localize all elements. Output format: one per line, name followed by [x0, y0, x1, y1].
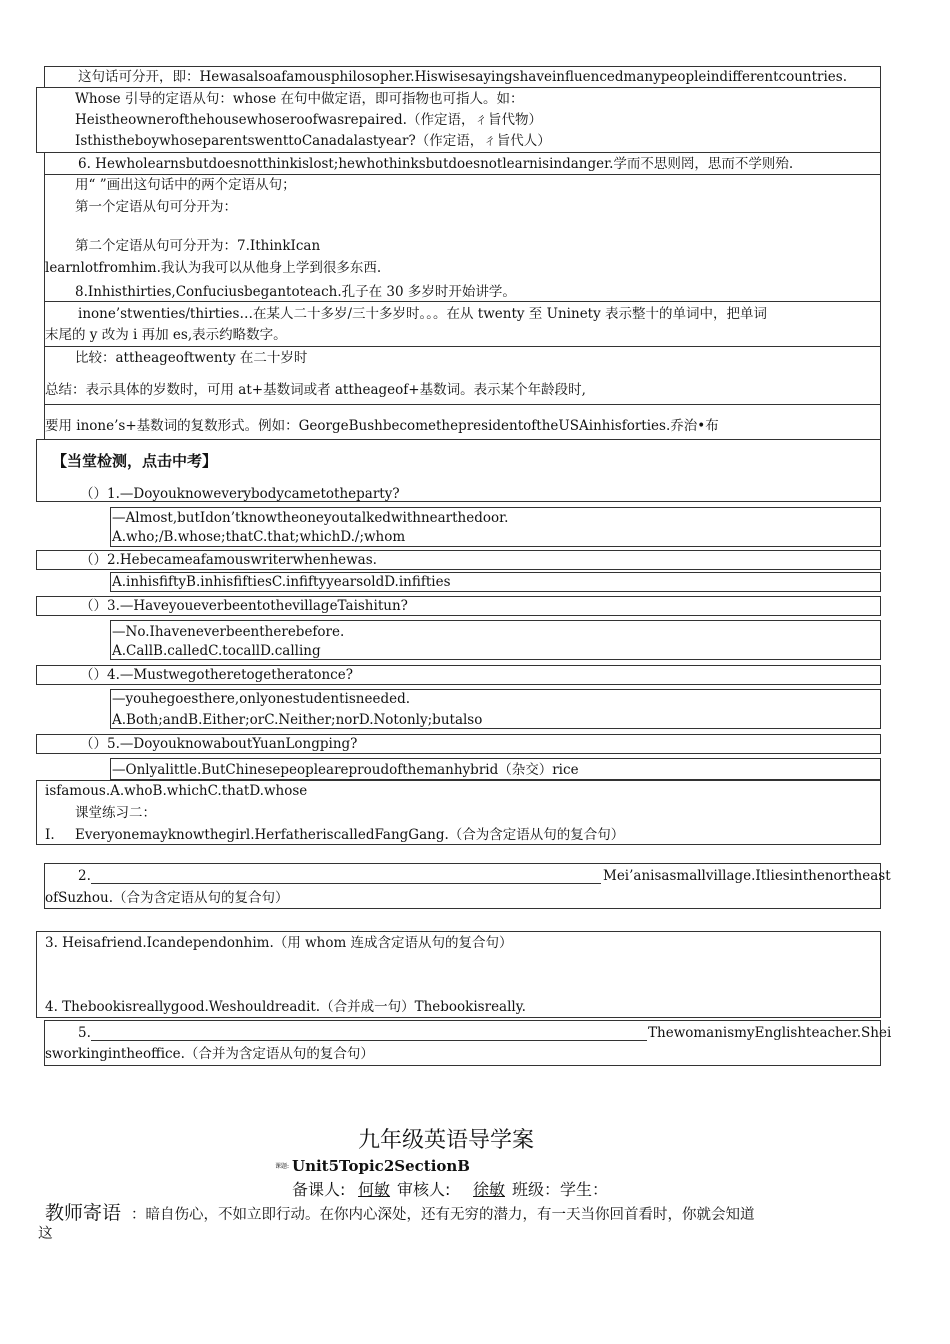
practice-5-cont: sworkingintheoffice.（合并为含定语从句的复合句） — [45, 1046, 374, 1062]
second-clause: 第二个定语从句可分开为：7.IthinkIcan — [75, 238, 321, 254]
practice-1: Everyonemayknowthegirl.HerfatheriscalledFangGang.（合为含定语从句的复合句） — [75, 827, 625, 843]
prep-label: 备课人: — [292, 1180, 346, 1199]
question-2-options: A.inhisfiftyB.inhisfiftiesC.infiftyyearsoldD.infifties — [112, 574, 451, 590]
item-8: 8.Inhisthirties,Confuciusbegantoteach.孔子在 30 多岁时开始讲学。 — [75, 284, 516, 300]
practice-5: ThewomanismyEnglishteacher.Shei — [648, 1025, 892, 1041]
quiz-heading: 【当堂检测，点击中考】 — [52, 452, 218, 470]
question-3-reply: —No.Ihaveneverbeentherebefore. — [112, 624, 345, 640]
question-5-reply: —Onlyalittle.ButChinesepeopleareproudofthemanhybrid（杂交）rice — [112, 762, 579, 778]
review-label: 审核人: — [397, 1180, 451, 1199]
question-5: （）5.—DoyouknowaboutYuanLongping? — [80, 736, 358, 752]
prep-name: 何敏 — [358, 1180, 391, 1199]
item-7: learnlotfromhim.我认为我可以从他身上学到很多东西. — [45, 260, 382, 276]
practice-3: 3. Heisafriend.Icandependonhim.（用 whom 连成含定语从句的复合句） — [45, 935, 513, 951]
compare: 比较：attheageoftwenty 在二十岁时 — [75, 350, 308, 366]
first-clause: 第一个定语从句可分开为： — [75, 199, 237, 215]
class-label: 班级：学生： — [512, 1180, 609, 1199]
question-4-options: A.Both;andB.Either;orC.Neither;norD.Notonly;butalso — [112, 712, 483, 728]
question-2: （）2.Hebecameafamouswriterwhenhewas. — [80, 552, 377, 568]
page-title: 九年级英语导学案 — [358, 1128, 535, 1153]
topic-label: 课题: — [275, 1163, 290, 1170]
whose-example-1: Heistheownerofthehousewhoseroofwasrepaired.（作定语，ㄔ旨代物） — [75, 112, 542, 128]
question-1: （）1.—Doyouknoweverybodycametotheparty? — [80, 486, 400, 502]
summary-2: 要用 inone’s+基数词的复数形式。例如：GeorgeBushbecomethepresidentoftheUSAinhisforties.乔治•布 — [45, 418, 719, 434]
question-3-options: A.CallB.calledC.tocallD.calling — [112, 643, 321, 659]
motto-cont: 这 — [38, 1226, 53, 1242]
whose-rule: Whose 引导的定语从句：whose 在句中做定语，即可指物也可指人。如： — [75, 91, 524, 107]
practice-2: Mei’anisasmallvillage.Itliesinthenortheast — [603, 868, 891, 884]
practice-1-number: I. — [45, 827, 55, 843]
practice-title: 课堂练习二： — [75, 805, 156, 821]
practice-2-number: 2. — [78, 868, 91, 884]
whose-example-2: IsthistheboywhoseparentswenttoCanadalastyear?（作定语，ㄔ旨代人） — [75, 133, 551, 149]
question-3: （）3.—HaveyoueverbeentothevillageTaishitun? — [80, 598, 408, 614]
question-1-reply: —Almost,butIdon’tknowtheoneyoutalkedwithnearthedoor. — [112, 510, 509, 526]
age-rule-1: inone’stwenties/thirties…在某人二十多岁/三十多岁时。。。在从 twenty 至 Uninety 表示整十的单词中，把单词 — [78, 306, 768, 322]
question-4: （）4.—Mustwegotheretogetheratonce? — [80, 667, 353, 683]
age-rule-2: 末尾的 y 改为 i 再加 es,表示约略数字。 — [45, 327, 287, 343]
item-6: 6. Hewholearnsbutdoesnotthinkislost;hewhothinksbutdoesnotlearnisindanger.学而不思则罔，思而不学则殆. — [78, 156, 794, 172]
question-1-options: A.who;/B.whose;thatC.that;whichD./;whom — [112, 529, 406, 545]
motto: ：暗自伤心，不如立即行动。在你内心深处，还有无穷的潜力，有一天当你回首看时，你就会知道 — [131, 1207, 755, 1223]
topic: Unit5Topic2SectionB — [292, 1157, 470, 1175]
summary-1: 总结：表示具体的岁数时，可用 at+基数词或者 attheageof+基数词。表示某个年龄段时, — [45, 382, 586, 398]
explain-line: 这句话可分开，即：Hewasalsoafamousphilosopher.Hiswisesayingshaveinfluencedmanypeopleindifferentcountries. — [78, 69, 848, 85]
practice-2-cont: ofSuzhou.（合为含定语从句的复合句） — [45, 890, 289, 906]
motto-label: 教师寄语 — [45, 1202, 122, 1224]
instruction-mark: 用“ ”画出这句话中的两个定语从句； — [75, 177, 296, 193]
answer-line — [91, 883, 601, 884]
practice-4: 4. Thebookisreallygood.Weshouldreadit.（合并成一句）Thebookisreally. — [45, 999, 526, 1015]
review-name: 徐敏 — [473, 1180, 506, 1199]
question-4-reply: —youhegoesthere,onlyonestudentisneeded. — [112, 691, 411, 707]
answer-line — [91, 1040, 647, 1041]
practice-5-number: 5. — [78, 1025, 91, 1041]
question-5-options: isfamous.A.whoB.whichC.thatD.whose — [45, 783, 308, 799]
